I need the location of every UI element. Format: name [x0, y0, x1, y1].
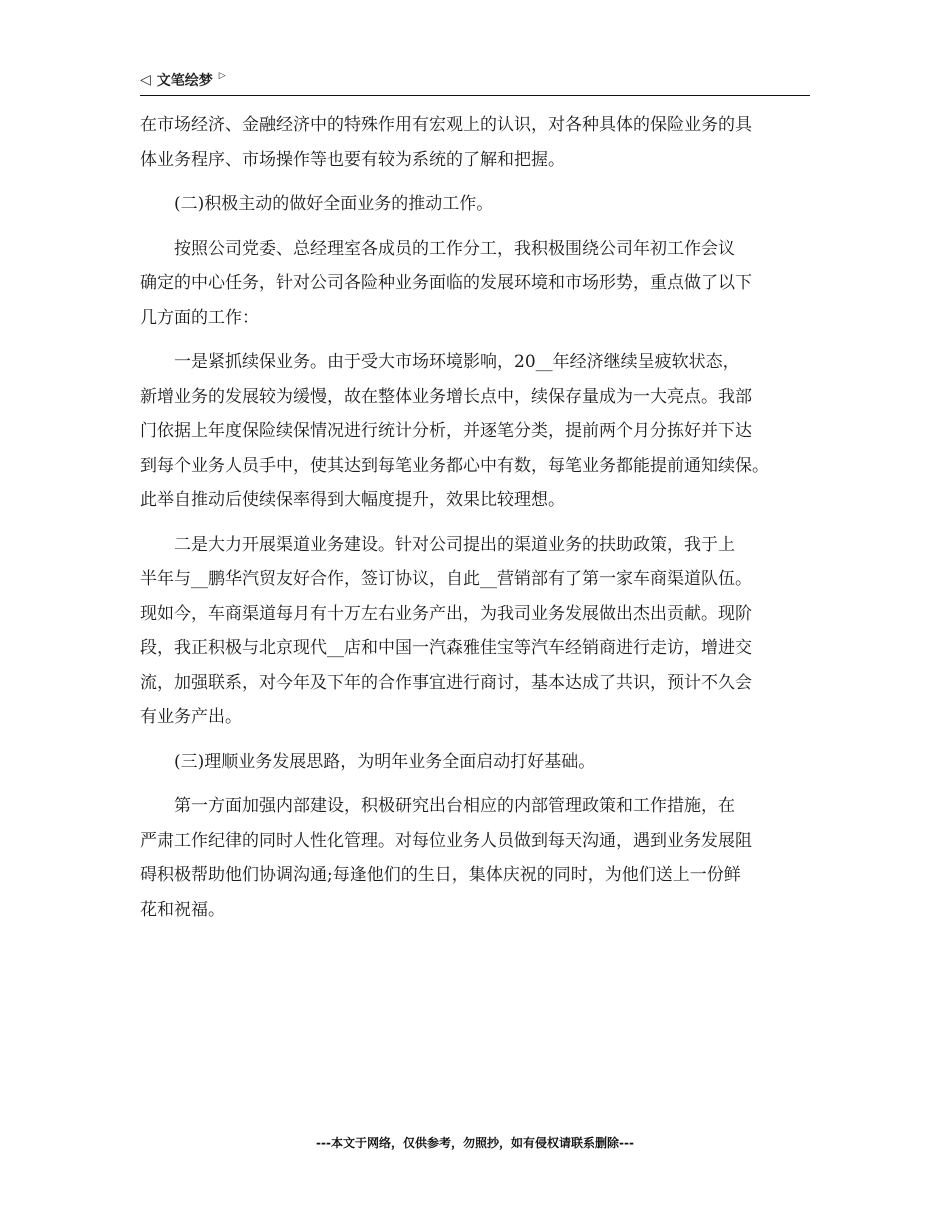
- text-line: 花和祝福。: [140, 899, 225, 920]
- text-line: 体业务程序、市场操作等也要有较为系统的了解和把握。: [140, 149, 565, 170]
- text-line: 几方面的工作：: [140, 307, 259, 328]
- text-line: 在市场经济、金融经济中的特殊作用有宏观上的认识，对各种具体的保险业务的具: [140, 115, 752, 135]
- text-line: 一是紧抓续保业务。由于受大市场环境影响，20__年经济继续呈疲软状态，: [174, 352, 740, 372]
- text-line: (二)积极主动的做好全面业务的推动工作。: [174, 194, 494, 214]
- text-line: 门依据上年度保险续保情况进行统计分析，并逐笔分类，提前两个月分拣好并下达: [140, 421, 752, 441]
- text-line: 二是大力开展渠道业务建设。针对公司提出的渠道业务的扶助政策，我于上: [174, 534, 735, 555]
- text-line: 严肃工作纪律的同时人性化管理。对每位业务人员做到每天沟通，遇到业务发展阻: [140, 830, 752, 851]
- page-header: [140, 70, 810, 94]
- triangle-right-icon: ▷: [218, 70, 226, 81]
- text-line: 碍积极帮助他们协调沟通;每逢他们的生日，集体庆祝的同时，为他们送上一份鲜: [140, 865, 741, 885]
- text-line: 此举自推动后使续保率得到大幅度提升，效果比较理想。: [140, 490, 565, 510]
- triangle-left-icon: ◁: [140, 72, 151, 88]
- paragraph: [140, 345, 815, 518]
- text-line: 段，我正积极与北京现代__店和中国一汽森雅佳宝等汽车经销商进行走访，增进交: [140, 638, 752, 658]
- paragraph: [140, 187, 815, 222]
- text-line: 流，加强联系，对今年及下年的合作事宜进行商讨，基本达成了共识，预计不久会: [140, 672, 752, 693]
- paragraph: [140, 528, 815, 735]
- text-line: (三)理顺业务发展思路，为明年业务全面启动打好基础。: [174, 751, 596, 772]
- text-line: 到每个业务人员手中，使其达到每笔业务都心中有数，每笔业务都能提前通知续保。: [140, 455, 769, 476]
- text-line: 有业务产出。: [140, 707, 242, 727]
- header-title: 文笔绘梦: [156, 73, 213, 89]
- document-body: [140, 108, 815, 937]
- text-line: 半年与__鹏华汽贸友好合作，签订协议，自此__营销部有了第一家车商渠道队伍。: [140, 569, 752, 589]
- page-footer: ---本文于网络，仅供参考，勿照抄，如有侵权请联系删除---: [316, 1136, 634, 1150]
- text-line: 第一方面加强内部建设，积极研究出台相应的内部管理政策和工作措施，在: [174, 796, 735, 816]
- text-line: 新增业务的发展较为缓慢，故在整体业务增长点中，续保存量成为一大亮点。我部: [140, 386, 752, 407]
- paragraph: [140, 789, 815, 927]
- text-line: 确定的中心任务，针对公司各险种业务面临的发展环境和市场形势，重点做了以下: [140, 273, 752, 293]
- paragraph: [140, 745, 815, 780]
- paragraph: [140, 232, 815, 336]
- text-line: 现如今，车商渠道每月有十万左右业务产出，为我司业务发展做出杰出贡献。现阶: [140, 603, 752, 624]
- header-divider: [140, 95, 810, 96]
- paragraph: [140, 108, 815, 177]
- text-line: 按照公司党委、总经理室各成员的工作分工，我积极围绕公司年初工作会议: [174, 238, 735, 259]
